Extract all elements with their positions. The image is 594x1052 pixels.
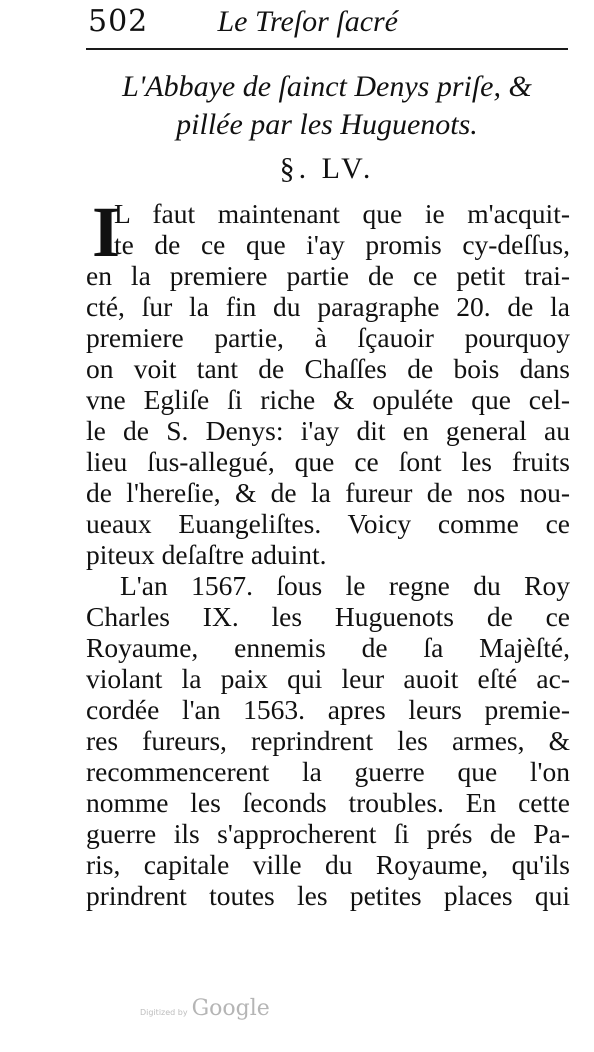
text-line: violant la paix qui leur auoit eſté ac- (86, 663, 570, 694)
text-line: recommencerent la guerre que l'on (86, 756, 570, 787)
section-title-line-2: pillée par les Huguenots. (176, 108, 478, 141)
text-line: le de S. Denys: i'ay dit en general au (86, 415, 570, 446)
header-rule (86, 48, 568, 50)
text-line: prindrent toutes les petites places qui (86, 880, 570, 911)
section-title (82, 68, 572, 144)
text-line: Royaume, ennemis de ſa Majèſté, (86, 632, 570, 663)
text-line: piteux deſaſtre aduint. (86, 539, 327, 570)
text-line: L faut maintenant que ie m'acquit- (114, 198, 570, 229)
text-line: lieu ſus-allegué, que ce ſont les fruits (86, 446, 570, 477)
body-text (86, 192, 570, 911)
text-line: guerre ils s'approcherent ſi prés de Pa- (86, 818, 570, 849)
text-line: vne Egliſe ſi riche & opuléte que cel- (86, 384, 570, 415)
running-title: Le Treſor ſacré (217, 5, 398, 38)
text-line: en la premiere partie de ce petit trai- (86, 260, 570, 291)
text-line: L'an 1567. ſous le regne du Roy (120, 570, 570, 601)
text-line: cté, ſur la fin du paragraphe 20. de la (86, 291, 570, 322)
page-number: 502 (88, 4, 149, 39)
text-line: res fureurs, reprindrent les armes, & (86, 725, 570, 756)
text-line: de l'hereſie, & de la fureur de nos nou- (86, 477, 570, 508)
watermark-prefix: Digitized by (140, 1008, 188, 1017)
text-line: on voit tant de Chaſſes de bois dans (86, 353, 570, 384)
drop-cap: I (92, 192, 121, 272)
text-line: premiere partie, à ſçauoir pourquoy (86, 322, 570, 353)
text-line: ris, capitale ville du Royaume, qu'ils (86, 849, 570, 880)
digitized-watermark (140, 996, 270, 1021)
section-number: §. LV. (279, 152, 375, 185)
text-line: nomme les ſeconds troubles. En cette (86, 787, 570, 818)
section-title-line-1: L'Abbaye de ſainct Denys priſe, & (122, 70, 532, 103)
text-line: cordée l'an 1563. apres leurs premie- (86, 694, 570, 725)
google-logo: Google (191, 996, 270, 1021)
page-header (88, 4, 548, 40)
text-line: ueaux Euangeliſtes. Voicy comme ce (86, 508, 570, 539)
text-line: Charles IX. les Huguenots de ce (86, 601, 570, 632)
text-line: te de ce que i'ay promis cy-deſſus, (114, 229, 570, 260)
